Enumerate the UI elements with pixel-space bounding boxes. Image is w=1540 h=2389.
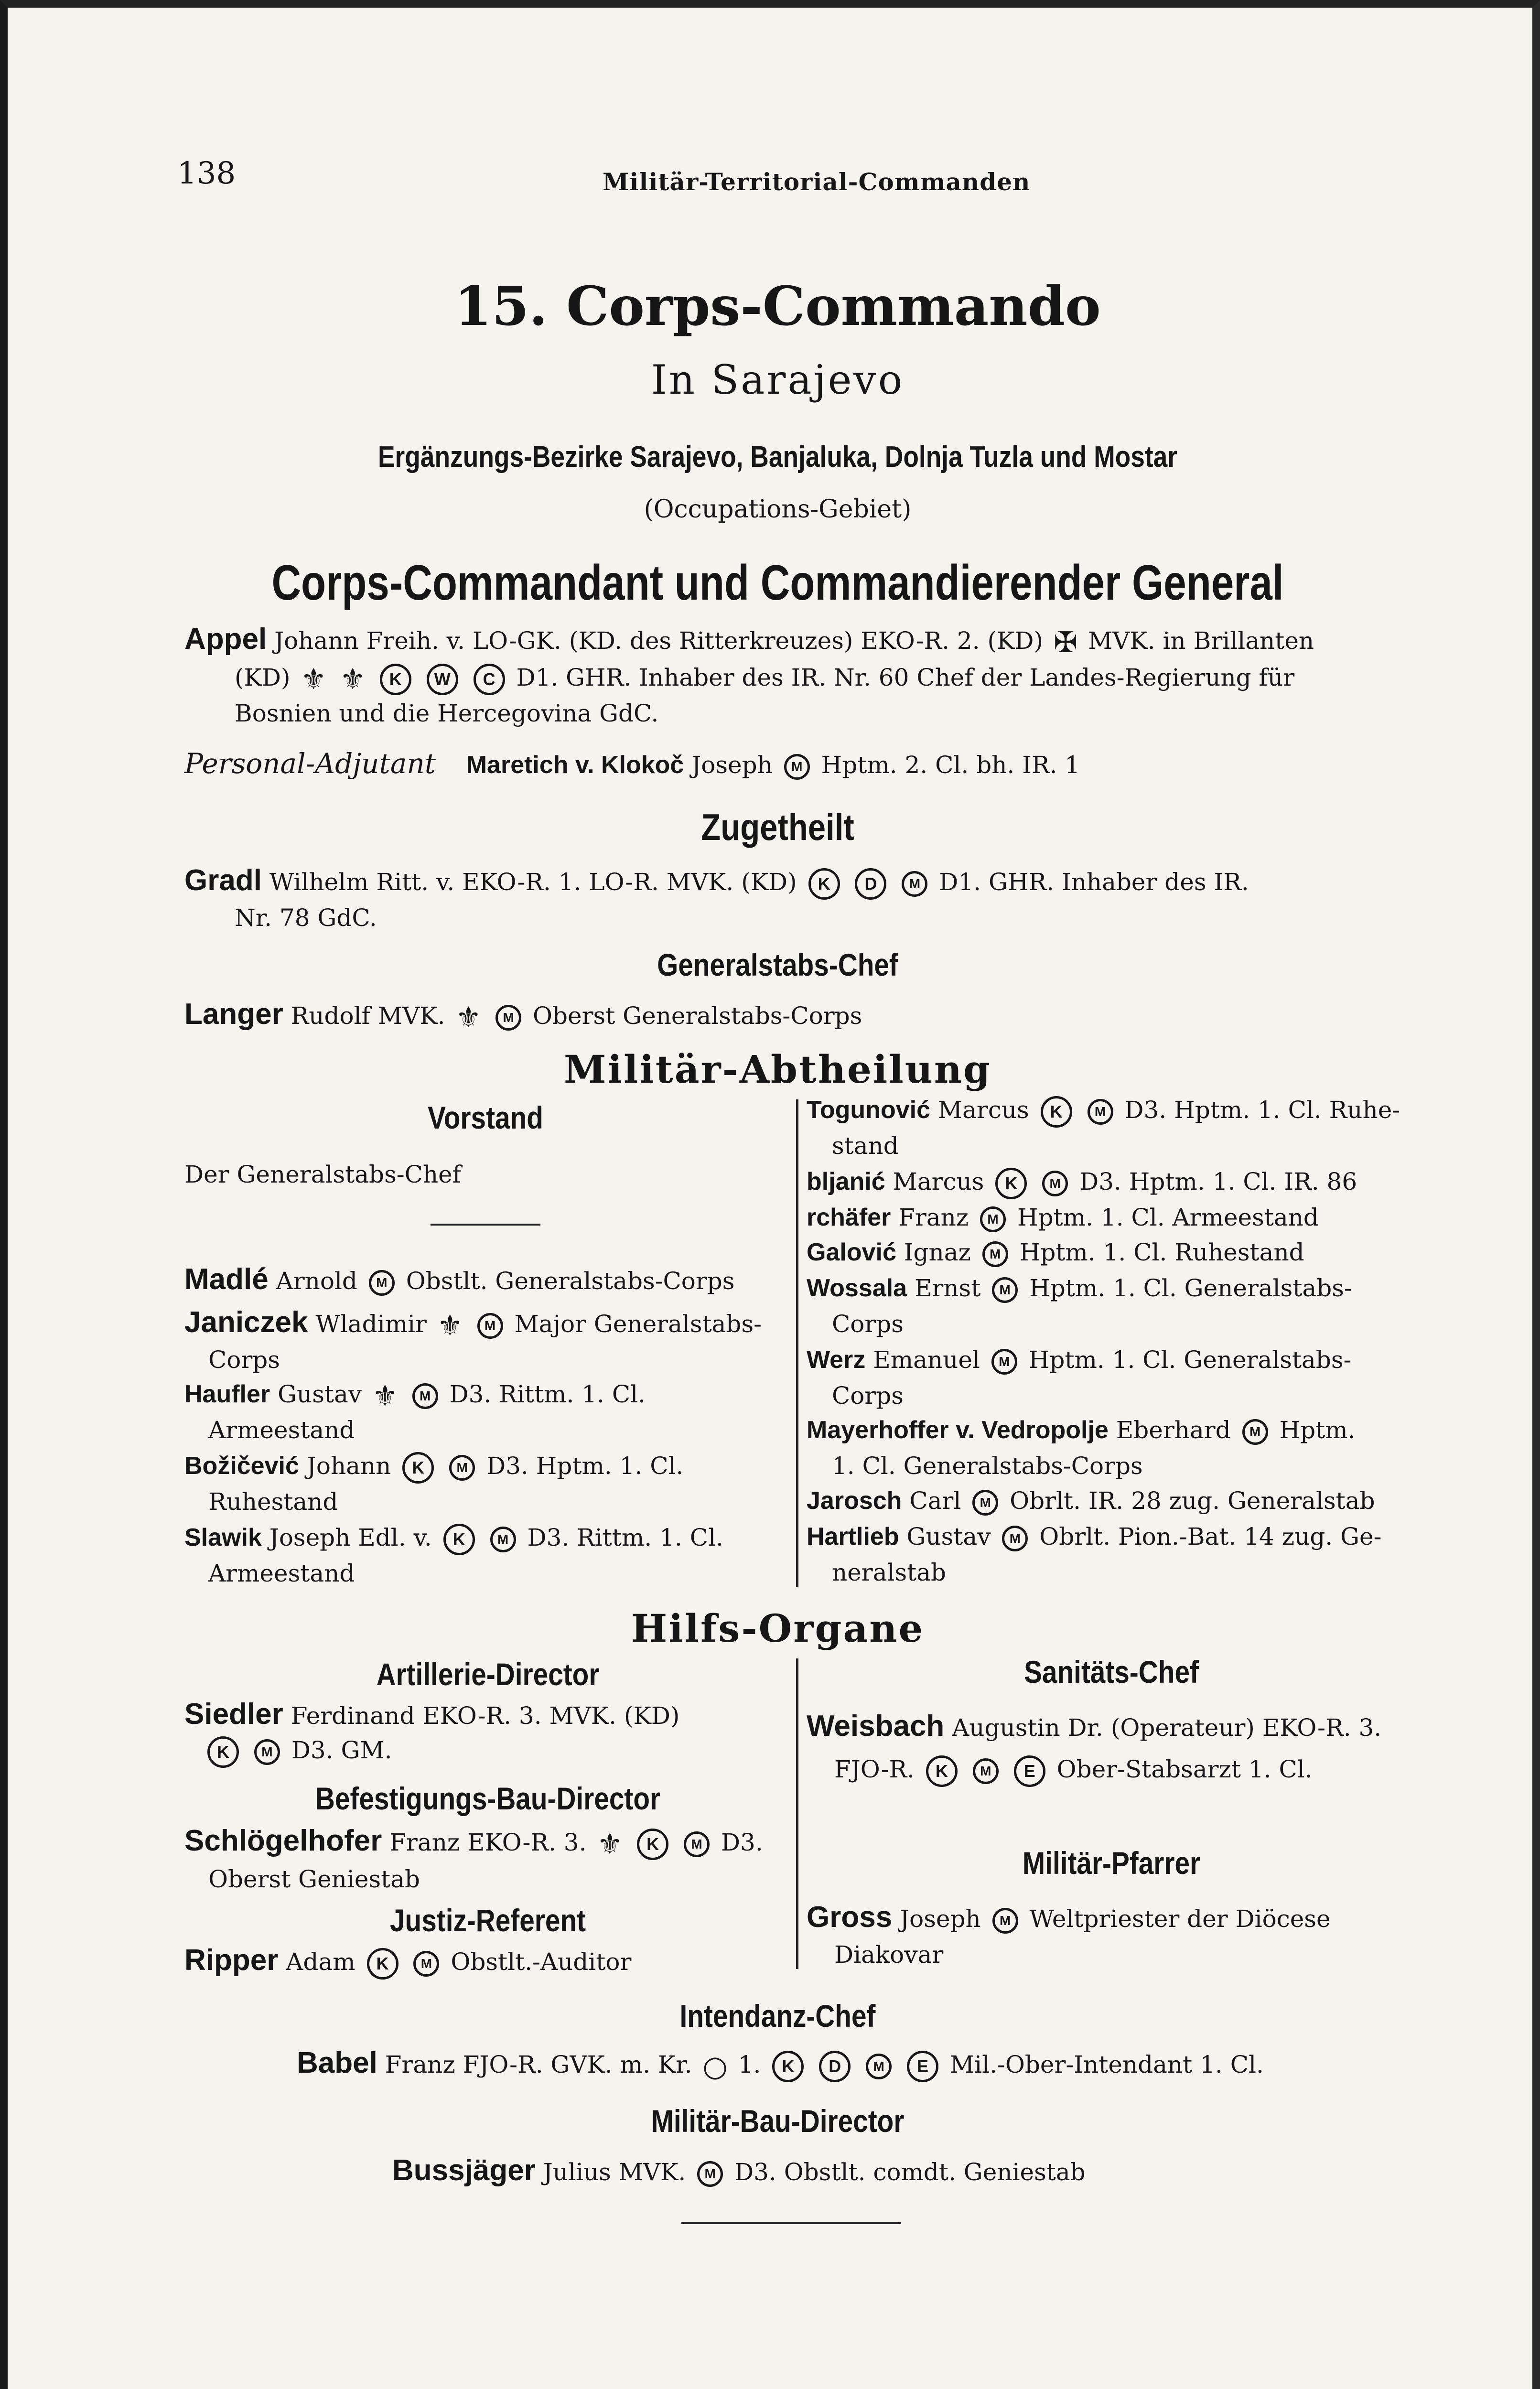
entry-text: Wladimir: [315, 1310, 427, 1338]
entry-babel: [297, 2045, 1264, 2084]
person-name: Madlé: [184, 1263, 269, 1296]
page-title: 15. Corps-Commando: [454, 275, 1101, 338]
entry-gross-cont: Diakovar: [834, 1941, 944, 1969]
entry-haufler-cont: Armeestand: [208, 1416, 355, 1444]
entry-bljanic: [807, 1164, 1357, 1199]
entry-ripper: [184, 1943, 631, 1980]
entry-text: D3. Hptm. 1. Cl. IR. 86: [1079, 1168, 1357, 1195]
generalstabs-chef-heading: Generalstabs-Chef: [657, 947, 898, 982]
entry-text: Oberst Generalstabs-Corps: [533, 1002, 862, 1030]
person-name: Mayerhoffer v. Vedropolje: [807, 1416, 1109, 1444]
entry-appel-line2: [235, 660, 1294, 697]
entry-haufler: [184, 1377, 646, 1414]
entry-text: Hptm. 2. Cl. bh. IR. 1: [821, 751, 1080, 779]
m-badge-icon: M: [992, 1908, 1018, 1934]
entry-text: D3.: [721, 1829, 763, 1856]
m-badge-icon: M: [972, 1490, 998, 1516]
k-badge-icon: K: [926, 1755, 958, 1787]
page-number: 138: [177, 156, 236, 191]
entry-text: Rudolf MVK.: [291, 1002, 445, 1030]
entry-text: Hptm. 1. Cl. Generalstabs-: [1028, 1346, 1352, 1374]
entry-hartlieb-cont: neralstab: [832, 1559, 947, 1586]
entry-werz: [807, 1342, 1351, 1377]
entry-text: Ober-Stabsarzt 1. Cl.: [1056, 1755, 1313, 1783]
person-name: Gross: [807, 1901, 893, 1934]
befestigungs-bau-director-heading: Befestigungs-Bau-Director: [315, 1781, 661, 1816]
hilfs-organe-heading: Hilfs-Organe: [631, 1606, 925, 1651]
entry-text: Augustin Dr. (Operateur) EKO-R. 3.: [952, 1714, 1382, 1742]
entry-text: Gustav: [906, 1523, 991, 1550]
entry-appel-line3: Bosnien und die Hercegovina GdC.: [235, 699, 659, 727]
person-name: Babel: [297, 2046, 377, 2079]
cross-order-icon: ✠: [1053, 626, 1078, 659]
artillerie-director-heading: Artillerie-Director: [376, 1657, 600, 1692]
e-badge-icon: E: [1014, 1755, 1045, 1787]
m-badge-icon: M: [412, 1383, 438, 1409]
k-badge-icon: K: [402, 1452, 434, 1484]
person-name: Božičević: [184, 1452, 299, 1480]
entry-text: Joseph: [900, 1905, 981, 1933]
m-badge-icon: M: [413, 1951, 439, 1977]
person-name: Haufler: [184, 1380, 270, 1408]
entry-text: Obrlt. IR. 28 zug. Generalstab: [1010, 1487, 1375, 1515]
m-badge-icon: M: [1088, 1099, 1113, 1125]
order-icon: ⚜: [597, 1828, 623, 1861]
m-badge-icon: M: [490, 1527, 516, 1552]
person-name: Jarosch: [807, 1487, 902, 1515]
entry-text: D3. Hptm. 1. Cl.: [486, 1452, 684, 1480]
entry-schloegelhofer-cont: Oberst Geniestab: [208, 1865, 420, 1893]
entry-text: Carl: [909, 1487, 961, 1515]
m-badge-icon: M: [697, 2161, 723, 2187]
closing-rule: [681, 2222, 901, 2224]
militaer-abtheilung-heading: Militär-Abtheilung: [564, 1047, 991, 1092]
m-badge-icon: M: [495, 1005, 521, 1031]
sanitaets-chef-heading: Sanitäts-Chef: [1024, 1654, 1199, 1690]
entry-madle: [184, 1262, 734, 1299]
order-icon: ⚜: [437, 1309, 463, 1343]
occupation-note: (Occupations-Gebiet): [644, 495, 912, 524]
entry-text: Marcus: [893, 1168, 984, 1195]
entry-text: Wilhelm Ritt. v. EKO-R. 1. LO-R. MVK. (KD): [269, 868, 797, 896]
m-badge-icon: M: [866, 2054, 892, 2079]
m-badge-icon: M: [902, 871, 927, 897]
entry-appel: [184, 622, 1314, 660]
entry-text: Ignaz: [904, 1238, 971, 1266]
entry-bussjaeger: [392, 2153, 1086, 2190]
entry-text: Marcus: [937, 1096, 1029, 1124]
entry-text: Obstlt.-Auditor: [451, 1948, 632, 1976]
entry-galovic: [807, 1235, 1304, 1270]
d-badge-icon: D: [819, 2051, 851, 2082]
entry-slawik-cont: Armeestand: [208, 1560, 355, 1587]
entry-text: Obstlt. Generalstabs-Corps: [406, 1267, 735, 1295]
entry-text: D3. Rittm. 1. Cl.: [527, 1524, 723, 1551]
entry-wossala-cont: Corps: [832, 1310, 904, 1338]
m-badge-icon: M: [477, 1313, 503, 1339]
person-name: Maretich v. Klokoč: [466, 751, 684, 779]
order-icon: ⚜: [455, 1001, 482, 1034]
separator-rule: [431, 1224, 540, 1226]
entry-togunovic-cont: stand: [832, 1132, 899, 1160]
entry-text: Major Generalstabs-: [514, 1310, 762, 1338]
column-divider: [796, 1099, 798, 1587]
person-name: Galović: [807, 1238, 896, 1266]
entry-gross: [807, 1900, 1331, 1937]
m-badge-icon: M: [449, 1455, 475, 1481]
running-title: Militär-Territorial-Commanden: [603, 168, 1031, 196]
entry-text: D3. GM.: [291, 1736, 392, 1764]
militaer-bau-director-heading: Militär-Bau-Director: [651, 2103, 905, 2139]
entry-text: MVK. in Brillanten: [1088, 627, 1314, 655]
entry-text: D3. Hptm. 1. Cl. Ruhe-: [1124, 1096, 1400, 1124]
entry-togunovic: [807, 1092, 1400, 1128]
adjutant-label: Personal-Adjutant: [184, 747, 436, 780]
order-icon: ⚜: [340, 663, 366, 696]
m-badge-icon: M: [1042, 1171, 1068, 1196]
entry-text: Gustav: [278, 1380, 362, 1408]
entry-siedler: [184, 1697, 679, 1733]
k-badge-icon: K: [380, 664, 411, 695]
entry-jarosch: [807, 1483, 1375, 1518]
entry-mayerhoffer: [807, 1412, 1356, 1448]
entry-text: Johann: [306, 1452, 391, 1480]
m-badge-icon: M: [254, 1739, 280, 1765]
commandant-heading: Corps-Commandant und Commandierender General: [271, 555, 1284, 611]
zugetheilt-heading: Zugetheilt: [701, 806, 854, 848]
person-name: Schlögelhofer: [184, 1824, 382, 1857]
justiz-referent-heading: Justiz-Referent: [389, 1903, 586, 1938]
person-name: Togunović: [807, 1096, 931, 1124]
entry-gradl-line2: Nr. 78 GdC.: [235, 904, 377, 932]
k-badge-icon: K: [995, 1168, 1027, 1199]
m-badge-icon: M: [973, 1758, 999, 1784]
person-name: Ripper: [184, 1944, 279, 1977]
person-name: Janiczek: [184, 1306, 308, 1339]
entry-rchaefer: [807, 1200, 1319, 1235]
k-badge-icon: K: [772, 2051, 804, 2082]
person-name: Wossala: [807, 1274, 907, 1302]
person-name: Werz: [807, 1346, 866, 1374]
m-badge-icon: M: [784, 754, 810, 780]
entry-mayerhoffer-cont: 1. Cl. Generalstabs-Corps: [832, 1452, 1143, 1480]
entry-text: Hptm.: [1279, 1416, 1356, 1444]
c-badge-icon: C: [474, 664, 505, 695]
militaer-pfarrer-heading: Militär-Pfarrer: [1022, 1845, 1201, 1881]
person-name: bljanić: [807, 1168, 885, 1195]
m-badge-icon: M: [369, 1270, 395, 1296]
entry-text: Hptm. 1. Cl. Generalstabs-: [1029, 1274, 1352, 1302]
entry-werz-cont: Corps: [832, 1382, 904, 1410]
entry-text: D1. GHR. Inhaber des IR. Nr. 60 Chef der Landes-Regierung für: [516, 664, 1295, 691]
entry-text: Joseph: [691, 751, 773, 779]
entry-weisbach: [807, 1709, 1381, 1745]
m-badge-icon: M: [982, 1241, 1008, 1267]
entry-text: Adam: [286, 1948, 355, 1976]
order-icon: ⚜: [372, 1379, 398, 1413]
entry-bozicevic: [184, 1448, 683, 1484]
order-icon: ⚜: [301, 663, 327, 696]
m-badge-icon: M: [684, 1831, 710, 1857]
entry-text: 1.: [738, 2051, 761, 2078]
entry-janiczek-cont: Corps: [208, 1346, 280, 1374]
person-name: Langer: [184, 998, 283, 1031]
entry-hartlieb: [807, 1519, 1382, 1554]
districts-line: Ergänzungs-Bezirke Sarajevo, Banjaluka, Dolnja Tuzla und Mostar: [377, 441, 1178, 473]
w-badge-icon: W: [427, 664, 458, 695]
entry-text: Obrlt. Pion.-Bat. 14 zug. Ge-: [1039, 1523, 1382, 1550]
person-name: Weisbach: [807, 1710, 945, 1743]
person-name: Slawik: [184, 1524, 262, 1551]
entry-text: (KD): [235, 664, 291, 691]
k-badge-icon: K: [1041, 1096, 1072, 1128]
entry-langer: [184, 997, 862, 1035]
k-badge-icon: K: [367, 1948, 398, 1980]
person-name: Appel: [184, 623, 267, 656]
k-badge-icon: K: [637, 1829, 668, 1860]
personal-adjutant-entry: [184, 746, 1080, 783]
entry-text: D3. Obstlt. comdt. Geniestab: [734, 2158, 1086, 2186]
entry-text: Mil.-Ober-Intendant 1. Cl.: [949, 2051, 1264, 2078]
entry-text: Franz: [898, 1204, 969, 1231]
entry-text: Hptm. 1. Cl. Ruhestand: [1019, 1238, 1304, 1266]
entry-text: Ferdinand EKO-R. 3. MVK. (KD): [291, 1702, 680, 1730]
entry-text: Emanuel: [873, 1346, 980, 1374]
m-badge-icon: M: [1002, 1526, 1028, 1551]
entry-bozicevic-cont: Ruhestand: [208, 1488, 338, 1516]
vorstand-text: Der Generalstabs-Chef: [184, 1161, 462, 1188]
entry-siedler-cont: [204, 1733, 392, 1768]
m-badge-icon: M: [980, 1206, 1006, 1232]
entry-gradl: [184, 863, 1249, 900]
entry-text: D1. GHR. Inhaber des IR.: [939, 868, 1249, 896]
e-badge-icon: E: [907, 2051, 938, 2082]
person-name: Gradl: [184, 864, 262, 897]
entry-text: Weltpriester der Diöcese: [1029, 1905, 1331, 1933]
entry-wossala: [807, 1270, 1352, 1306]
entry-text: D3. Rittm. 1. Cl.: [449, 1380, 646, 1408]
entry-text: Arnold: [276, 1267, 357, 1295]
entry-slawik: [184, 1520, 723, 1555]
entry-text: Eberhard: [1116, 1416, 1231, 1444]
entry-schloegelhofer: [184, 1823, 763, 1862]
entry-text: Julius MVK.: [543, 2158, 686, 2186]
m-badge-icon: M: [1242, 1419, 1268, 1445]
k-badge-icon: K: [443, 1524, 475, 1555]
entry-text: Hptm. 1. Cl. Armeestand: [1017, 1204, 1319, 1231]
person-name: Bussjäger: [392, 2154, 536, 2187]
person-name: rchäfer: [807, 1204, 891, 1231]
m-badge-icon: M: [991, 1349, 1017, 1375]
entry-text: Joseph Edl. v.: [269, 1524, 432, 1551]
k-badge-icon: K: [808, 868, 840, 900]
location-subtitle: In Sarajevo: [651, 356, 905, 403]
entry-text: Ernst: [914, 1274, 981, 1302]
vorstand-heading: Vorstand: [428, 1100, 543, 1135]
person-name: Hartlieb: [807, 1523, 899, 1550]
ring-order-icon: ○: [702, 2050, 728, 2083]
m-badge-icon: M: [992, 1277, 1018, 1303]
person-name: Siedler: [184, 1698, 283, 1731]
entry-weisbach-cont: [834, 1752, 1313, 1787]
entry-text: Franz EKO-R. 3.: [389, 1829, 587, 1856]
entry-janiczek: [184, 1305, 762, 1344]
column-divider: [796, 1658, 798, 1969]
d-badge-icon: D: [855, 868, 886, 900]
entry-text: Johann Freih. v. LO-GK. (KD. des Ritterkreuzes) EKO-R. 2. (KD): [274, 627, 1043, 655]
entry-text: Franz FJO-R. GVK. m. Kr.: [385, 2051, 692, 2078]
intendanz-chef-heading: Intendanz-Chef: [679, 1998, 876, 2034]
k-badge-icon: K: [207, 1736, 239, 1768]
entry-text: FJO-R.: [834, 1755, 915, 1783]
